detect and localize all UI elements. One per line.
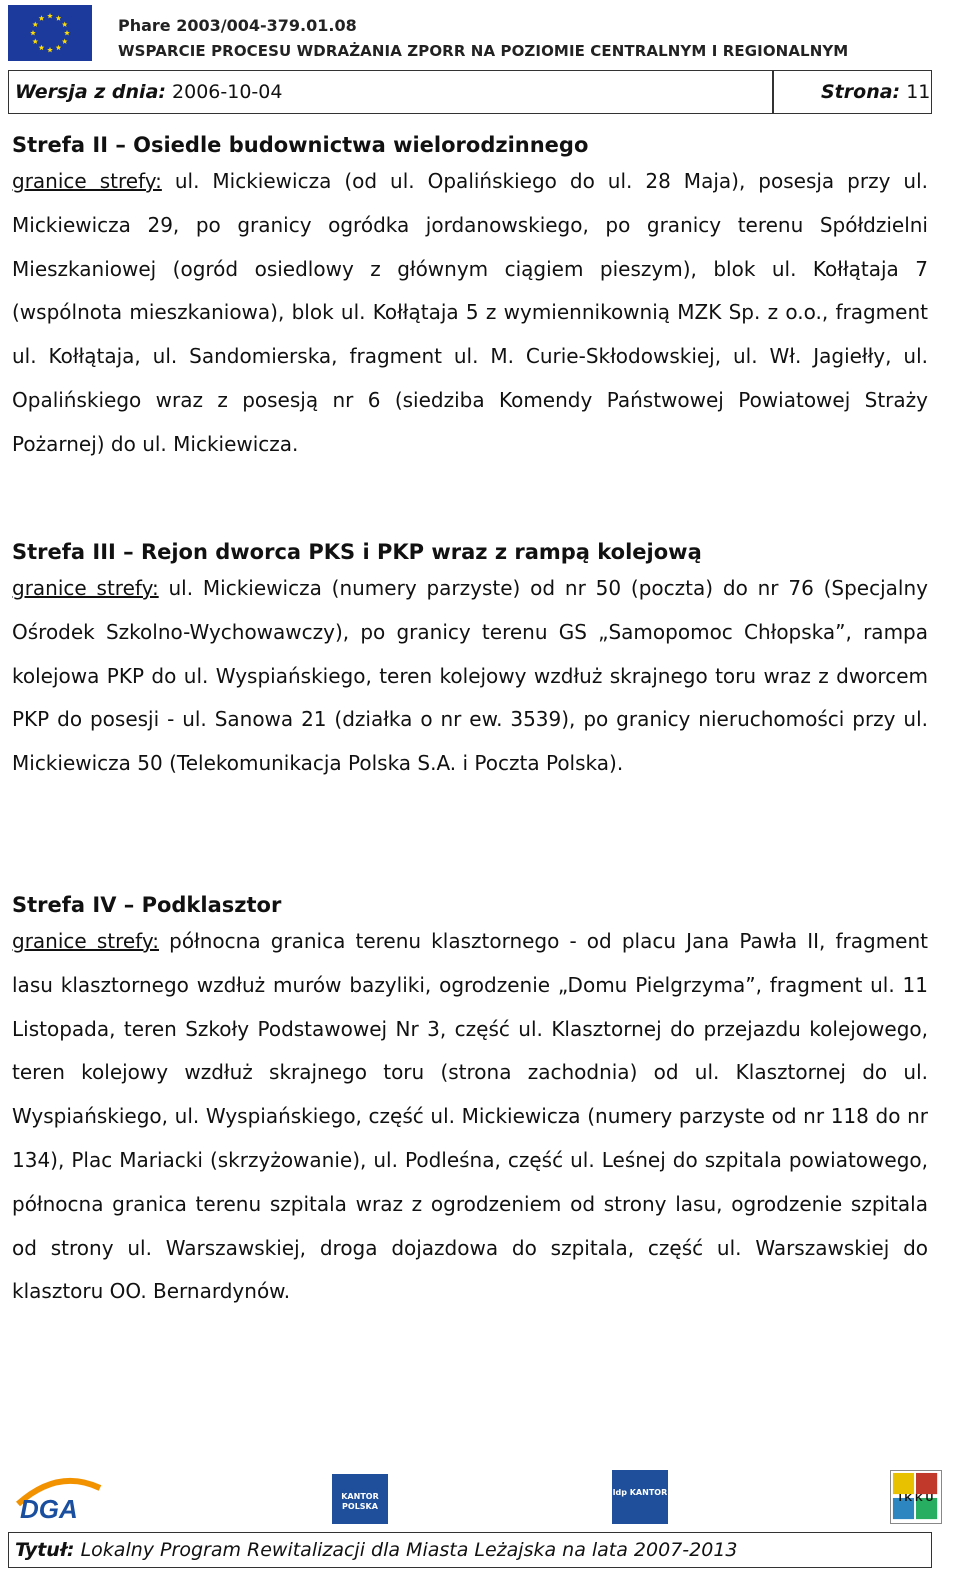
boundary-label: granice strefy:: [12, 169, 162, 193]
footer-logos: [0, 1470, 960, 1530]
version-box: [8, 70, 932, 114]
page-number: 11: [906, 81, 931, 103]
section-strefa-iii: [12, 537, 928, 786]
section-strefa-ii: [12, 130, 928, 467]
version-info: [15, 81, 282, 103]
section-title: Strefa III – Rejon dworca PKS i PKP wraz z rampą kolejową: [12, 540, 702, 564]
kantor-polska-logo: KANTOR POLSKA: [332, 1474, 388, 1524]
section-strefa-iv: [12, 890, 928, 1314]
footer-title: [15, 1539, 738, 1561]
section-paragraph: [12, 567, 928, 786]
eu-stars-icon: [8, 5, 92, 61]
section-title: Strefa II – Osiedle budownictwa wielorodzinnego: [12, 133, 589, 157]
eu-flag-logo: [8, 5, 92, 61]
page-info: [821, 81, 930, 103]
ldp-kantor-logo: ldp KANTOR: [612, 1470, 668, 1524]
project-subtitle: WSPARCIE PROCESU WDRAŻANIA ZPORR NA POZIOMIE CENTRALNYM I REGIONALNYM: [118, 42, 849, 60]
svg-text:DGA: DGA: [20, 1494, 78, 1522]
document-header: [0, 0, 960, 70]
footer-title-box: [8, 1532, 932, 1568]
version-label: Wersja z dnia:: [15, 81, 166, 103]
boundary-label: granice strefy:: [12, 576, 159, 600]
svg-text:I K K U: I K K U: [898, 1491, 934, 1504]
boundary-label: granice strefy:: [12, 929, 159, 953]
dga-logo: [12, 1474, 104, 1522]
ikku-logo: [890, 1470, 942, 1524]
page-label: Strona:: [821, 81, 901, 103]
version-date: 2006-10-04: [172, 81, 283, 103]
project-code: Phare 2003/004-379.01.08: [118, 16, 357, 35]
boundary-text: ul. Mickiewicza (numery parzyste) od nr 50 (poczta) do nr 76 (Specjalny Ośrodek Szkolno-Wychowawczy), po granicy terenu GS „Samopomoc Chłopska”, rampa kolejowa PKP do ul. Wyspiańskiego, teren kolejowy wzdłuż skrajnego toru wraz z dworcem PKP do posesji - ul. Sanowa 21 (działka o nr ew. 3539), po granicy nieruchomości przy ul. Mickiewicza 50 (Telekomunikacja Polska S.A. i Poczta Polska).: [12, 576, 928, 776]
section-title: Strefa IV – Podklasztor: [12, 893, 282, 917]
footer-title-text: Lokalny Program Rewitalizacji dla Miasta Leżajska na lata 2007-2013: [80, 1539, 738, 1561]
boundary-text: ul. Mickiewicza (od ul. Opalińskiego do ul. 28 Maja), posesja przy ul. Mickiewicza 29, po granicy ogródka jordanowskiego, po granicy terenu Spółdzielni Mieszkaniowej (ogród osiedlowy z głównym ciągiem pieszym), blok ul. Kołłątaja 7 (wspólnota mieszkaniowa), blok ul. Kołłątaja 5 z wymiennikownią MZK Sp. z o.o., fragment ul. Kołłątaja, ul. Sandomierska, fragment ul. M. Curie-Skłodowskiej, ul. Wł. Jagiełły, ul. Opalińskiego wraz z posesją nr 6 (siedziba Komendy Państwowej Powiatowej Straży Pożarnej) do ul. Mickiewicza.: [12, 169, 928, 456]
version-divider: [772, 71, 774, 113]
section-paragraph: [12, 160, 928, 467]
footer-title-label: Tytuł:: [15, 1539, 75, 1561]
section-paragraph: [12, 920, 928, 1314]
boundary-text: północna granica terenu klasztornego - od placu Jana Pawła II, fragment lasu klasztornego wzdłuż murów bazyliki, ogrodzenie „Domu Pielgrzyma”, fragment ul. 11 Listopada, teren Szkoły Podstawowej Nr 3, część ul. Klasztornej do przejazdu kolejowego, teren kolejowy wzdłuż skrajnego toru (strona zachodnia) od ul. Klasztornej do ul. Wyspiańskiego, ul. Wyspiańskiego, część ul. Mickiewicza (numery parzyste od nr 118 do nr 134), Plac Mariacki (skrzyżowanie), ul. Podleśna, część ul. Leśnej do szpitala powiatowego, północna granica terenu szpitala wraz z ogrodzeniem od strony lasu, ogrodzenie szpitala od strony ul. Warszawskiej, droga dojazdowa do szpitala, część ul. Warszawskiej do klasztoru OO. Bernardynów.: [12, 929, 929, 1304]
